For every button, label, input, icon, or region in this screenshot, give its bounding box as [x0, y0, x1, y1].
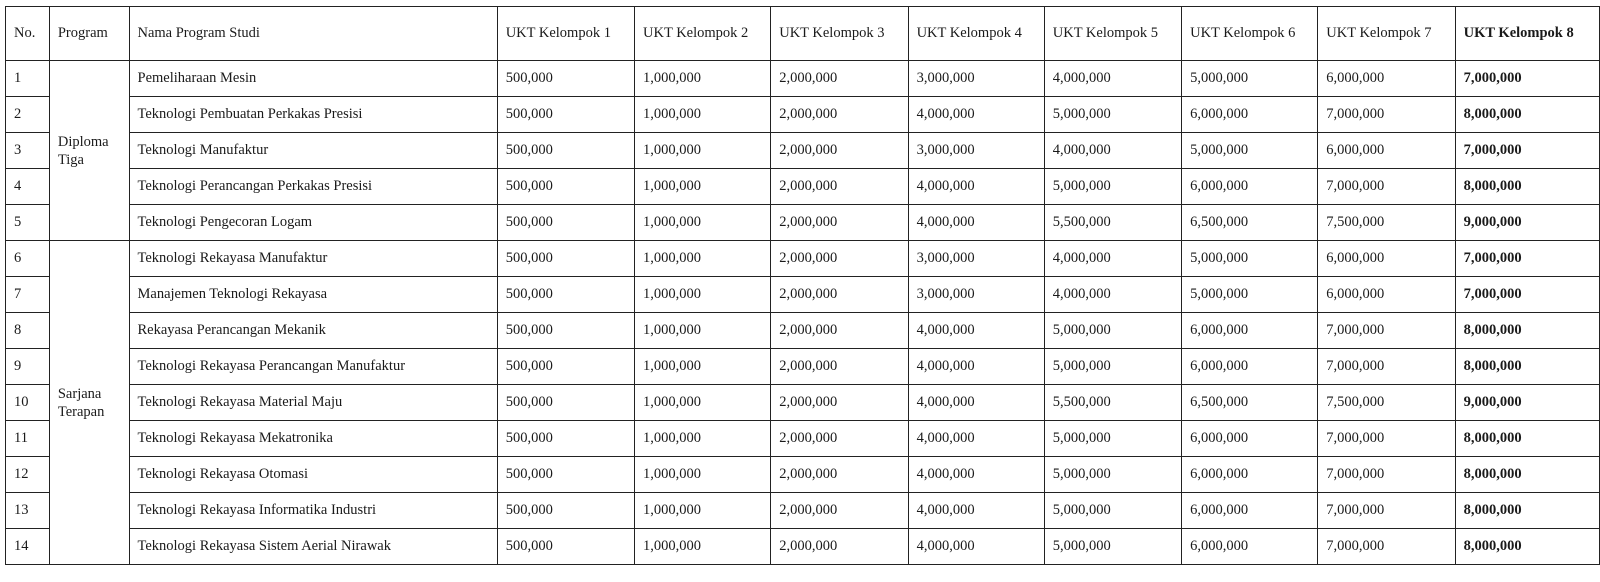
- cell-ukt-3: 2,000,000: [771, 493, 908, 529]
- cell-program-name: Rekayasa Perancangan Mekanik: [129, 313, 497, 349]
- table-row: [6, 97, 1600, 133]
- cell-program-name: Manajemen Teknologi Rekayasa: [129, 277, 497, 313]
- cell-program-name: Teknologi Rekayasa Material Maju: [129, 385, 497, 421]
- cell-program-name: Teknologi Pengecoran Logam: [129, 205, 497, 241]
- table-body: [6, 61, 1600, 565]
- cell-ukt-7: 7,000,000: [1318, 349, 1455, 385]
- cell-program-name: Teknologi Rekayasa Otomasi: [129, 457, 497, 493]
- cell-ukt-4: 4,000,000: [908, 349, 1044, 385]
- cell-ukt-2: 1,000,000: [635, 61, 771, 97]
- cell-ukt-1: 500,000: [497, 61, 634, 97]
- table-row: [6, 385, 1600, 421]
- cell-ukt-5: 5,000,000: [1044, 349, 1181, 385]
- cell-ukt-3: 2,000,000: [771, 97, 908, 133]
- cell-ukt-1: 500,000: [497, 277, 634, 313]
- header-program: Program: [49, 7, 129, 61]
- cell-ukt-4: 4,000,000: [908, 313, 1044, 349]
- cell-no: 6: [6, 241, 50, 277]
- cell-ukt-3: 2,000,000: [771, 421, 908, 457]
- cell-no: 11: [6, 421, 50, 457]
- cell-no: 9: [6, 349, 50, 385]
- header-ukt-6: UKT Kelompok 6: [1182, 7, 1318, 61]
- header-ukt-4: UKT Kelompok 4: [908, 7, 1044, 61]
- cell-ukt-4: 3,000,000: [908, 277, 1044, 313]
- cell-ukt-7: 7,000,000: [1318, 421, 1455, 457]
- cell-ukt-4: 4,000,000: [908, 97, 1044, 133]
- cell-ukt-6: 6,000,000: [1182, 529, 1318, 565]
- cell-ukt-3: 2,000,000: [771, 241, 908, 277]
- cell-ukt-4: 4,000,000: [908, 493, 1044, 529]
- cell-ukt-5: 5,000,000: [1044, 97, 1181, 133]
- cell-no: 7: [6, 277, 50, 313]
- cell-ukt-1: 500,000: [497, 205, 634, 241]
- cell-ukt-1: 500,000: [497, 169, 634, 205]
- table-row: [6, 133, 1600, 169]
- cell-ukt-3: 2,000,000: [771, 169, 908, 205]
- cell-ukt-3: 2,000,000: [771, 529, 908, 565]
- cell-ukt-5: 5,500,000: [1044, 205, 1181, 241]
- cell-ukt-6: 6,500,000: [1182, 385, 1318, 421]
- cell-no: 13: [6, 493, 50, 529]
- cell-ukt-6: 6,000,000: [1182, 97, 1318, 133]
- cell-ukt-2: 1,000,000: [635, 385, 771, 421]
- table-row: [6, 349, 1600, 385]
- cell-ukt-2: 1,000,000: [635, 349, 771, 385]
- cell-ukt-2: 1,000,000: [635, 277, 771, 313]
- cell-program-name: Teknologi Rekayasa Sistem Aerial Nirawak: [129, 529, 497, 565]
- cell-ukt-7: 7,000,000: [1318, 493, 1455, 529]
- cell-ukt-7: 6,000,000: [1318, 133, 1455, 169]
- cell-ukt-2: 1,000,000: [635, 421, 771, 457]
- cell-ukt-5: 5,000,000: [1044, 529, 1181, 565]
- cell-ukt-2: 1,000,000: [635, 97, 771, 133]
- cell-ukt-8: 9,000,000: [1455, 385, 1599, 421]
- cell-no: 1: [6, 61, 50, 97]
- cell-program-name: Teknologi Pembuatan Perkakas Presisi: [129, 97, 497, 133]
- cell-ukt-3: 2,000,000: [771, 133, 908, 169]
- cell-ukt-8: 8,000,000: [1455, 97, 1599, 133]
- cell-no: 5: [6, 205, 50, 241]
- cell-ukt-7: 7,000,000: [1318, 169, 1455, 205]
- header-ukt-7: UKT Kelompok 7: [1318, 7, 1455, 61]
- cell-ukt-6: 5,000,000: [1182, 241, 1318, 277]
- cell-ukt-5: 4,000,000: [1044, 241, 1181, 277]
- header-ukt-8: UKT Kelompok 8: [1455, 7, 1599, 61]
- cell-ukt-6: 6,000,000: [1182, 457, 1318, 493]
- cell-ukt-2: 1,000,000: [635, 169, 771, 205]
- cell-ukt-2: 1,000,000: [635, 457, 771, 493]
- cell-ukt-8: 7,000,000: [1455, 277, 1599, 313]
- cell-ukt-8: 8,000,000: [1455, 313, 1599, 349]
- cell-program-name: Teknologi Perancangan Perkakas Presisi: [129, 169, 497, 205]
- cell-ukt-8: 7,000,000: [1455, 241, 1599, 277]
- table-row: [6, 421, 1600, 457]
- cell-ukt-3: 2,000,000: [771, 313, 908, 349]
- cell-no: 8: [6, 313, 50, 349]
- cell-ukt-5: 5,000,000: [1044, 169, 1181, 205]
- header-ukt-3: UKT Kelompok 3: [771, 7, 908, 61]
- cell-ukt-3: 2,000,000: [771, 205, 908, 241]
- cell-ukt-1: 500,000: [497, 529, 634, 565]
- cell-ukt-7: 7,500,000: [1318, 385, 1455, 421]
- cell-ukt-1: 500,000: [497, 97, 634, 133]
- cell-ukt-7: 7,000,000: [1318, 529, 1455, 565]
- cell-ukt-4: 4,000,000: [908, 169, 1044, 205]
- cell-no: 3: [6, 133, 50, 169]
- cell-ukt-8: 8,000,000: [1455, 529, 1599, 565]
- cell-ukt-1: 500,000: [497, 313, 634, 349]
- cell-ukt-1: 500,000: [497, 241, 634, 277]
- cell-ukt-6: 6,000,000: [1182, 169, 1318, 205]
- cell-ukt-1: 500,000: [497, 421, 634, 457]
- header-name: Nama Program Studi: [129, 7, 497, 61]
- cell-ukt-4: 3,000,000: [908, 241, 1044, 277]
- table-row: [6, 277, 1600, 313]
- header-ukt-1: UKT Kelompok 1: [497, 7, 634, 61]
- cell-ukt-1: 500,000: [497, 133, 634, 169]
- cell-ukt-6: 5,000,000: [1182, 277, 1318, 313]
- header-row: [6, 7, 1600, 61]
- cell-ukt-8: 8,000,000: [1455, 457, 1599, 493]
- cell-ukt-6: 5,000,000: [1182, 133, 1318, 169]
- cell-ukt-7: 7,000,000: [1318, 97, 1455, 133]
- cell-ukt-4: 4,000,000: [908, 205, 1044, 241]
- ukt-table: [5, 6, 1600, 565]
- table-row: [6, 169, 1600, 205]
- cell-ukt-3: 2,000,000: [771, 277, 908, 313]
- cell-ukt-7: 7,000,000: [1318, 313, 1455, 349]
- table-row: [6, 61, 1600, 97]
- cell-ukt-8: 7,000,000: [1455, 133, 1599, 169]
- cell-no: 12: [6, 457, 50, 493]
- header-ukt-2: UKT Kelompok 2: [635, 7, 771, 61]
- cell-program-name: Teknologi Manufaktur: [129, 133, 497, 169]
- cell-ukt-2: 1,000,000: [635, 205, 771, 241]
- cell-ukt-3: 2,000,000: [771, 457, 908, 493]
- cell-ukt-2: 1,000,000: [635, 241, 771, 277]
- header-ukt-5: UKT Kelompok 5: [1044, 7, 1181, 61]
- program-sarjana-terapan: Sarjana Terapan: [49, 241, 129, 565]
- cell-no: 2: [6, 97, 50, 133]
- cell-ukt-5: 4,000,000: [1044, 61, 1181, 97]
- cell-ukt-7: 6,000,000: [1318, 241, 1455, 277]
- cell-ukt-6: 6,500,000: [1182, 205, 1318, 241]
- cell-program-name: Teknologi Rekayasa Informatika Industri: [129, 493, 497, 529]
- cell-ukt-4: 3,000,000: [908, 133, 1044, 169]
- cell-no: 10: [6, 385, 50, 421]
- cell-ukt-5: 5,000,000: [1044, 457, 1181, 493]
- cell-no: 4: [6, 169, 50, 205]
- cell-ukt-1: 500,000: [497, 457, 634, 493]
- cell-ukt-5: 5,000,000: [1044, 493, 1181, 529]
- cell-ukt-5: 5,500,000: [1044, 385, 1181, 421]
- cell-ukt-4: 4,000,000: [908, 385, 1044, 421]
- cell-ukt-4: 4,000,000: [908, 457, 1044, 493]
- ukt-table-container: [5, 6, 1600, 565]
- cell-ukt-4: 3,000,000: [908, 61, 1044, 97]
- cell-ukt-3: 2,000,000: [771, 385, 908, 421]
- cell-ukt-6: 6,000,000: [1182, 349, 1318, 385]
- cell-ukt-7: 7,000,000: [1318, 457, 1455, 493]
- cell-ukt-7: 6,000,000: [1318, 277, 1455, 313]
- cell-ukt-7: 7,500,000: [1318, 205, 1455, 241]
- cell-ukt-8: 8,000,000: [1455, 493, 1599, 529]
- cell-ukt-7: 6,000,000: [1318, 61, 1455, 97]
- cell-ukt-4: 4,000,000: [908, 421, 1044, 457]
- cell-program-name: Pemeliharaan Mesin: [129, 61, 497, 97]
- cell-ukt-6: 6,000,000: [1182, 421, 1318, 457]
- table-row: [6, 529, 1600, 565]
- cell-ukt-6: 6,000,000: [1182, 493, 1318, 529]
- cell-ukt-5: 5,000,000: [1044, 313, 1181, 349]
- table-row: [6, 205, 1600, 241]
- cell-ukt-1: 500,000: [497, 349, 634, 385]
- cell-ukt-6: 5,000,000: [1182, 61, 1318, 97]
- cell-ukt-2: 1,000,000: [635, 529, 771, 565]
- cell-ukt-4: 4,000,000: [908, 529, 1044, 565]
- cell-ukt-2: 1,000,000: [635, 133, 771, 169]
- cell-ukt-8: 7,000,000: [1455, 61, 1599, 97]
- cell-ukt-8: 8,000,000: [1455, 169, 1599, 205]
- table-row: [6, 493, 1600, 529]
- cell-ukt-5: 5,000,000: [1044, 421, 1181, 457]
- cell-no: 14: [6, 529, 50, 565]
- cell-ukt-3: 2,000,000: [771, 349, 908, 385]
- table-row: [6, 241, 1600, 277]
- cell-ukt-6: 6,000,000: [1182, 313, 1318, 349]
- table-row: [6, 457, 1600, 493]
- table-row: [6, 313, 1600, 349]
- cell-ukt-1: 500,000: [497, 493, 634, 529]
- cell-ukt-5: 4,000,000: [1044, 133, 1181, 169]
- cell-ukt-5: 4,000,000: [1044, 277, 1181, 313]
- cell-program-name: Teknologi Rekayasa Perancangan Manufaktur: [129, 349, 497, 385]
- cell-ukt-8: 9,000,000: [1455, 205, 1599, 241]
- cell-ukt-8: 8,000,000: [1455, 349, 1599, 385]
- cell-program-name: Teknologi Rekayasa Mekatronika: [129, 421, 497, 457]
- cell-program-name: Teknologi Rekayasa Manufaktur: [129, 241, 497, 277]
- cell-ukt-1: 500,000: [497, 385, 634, 421]
- cell-ukt-8: 8,000,000: [1455, 421, 1599, 457]
- program-diploma-tiga: Diploma Tiga: [49, 61, 129, 241]
- cell-ukt-3: 2,000,000: [771, 61, 908, 97]
- cell-ukt-2: 1,000,000: [635, 313, 771, 349]
- cell-ukt-2: 1,000,000: [635, 493, 771, 529]
- header-no: No.: [6, 7, 50, 61]
